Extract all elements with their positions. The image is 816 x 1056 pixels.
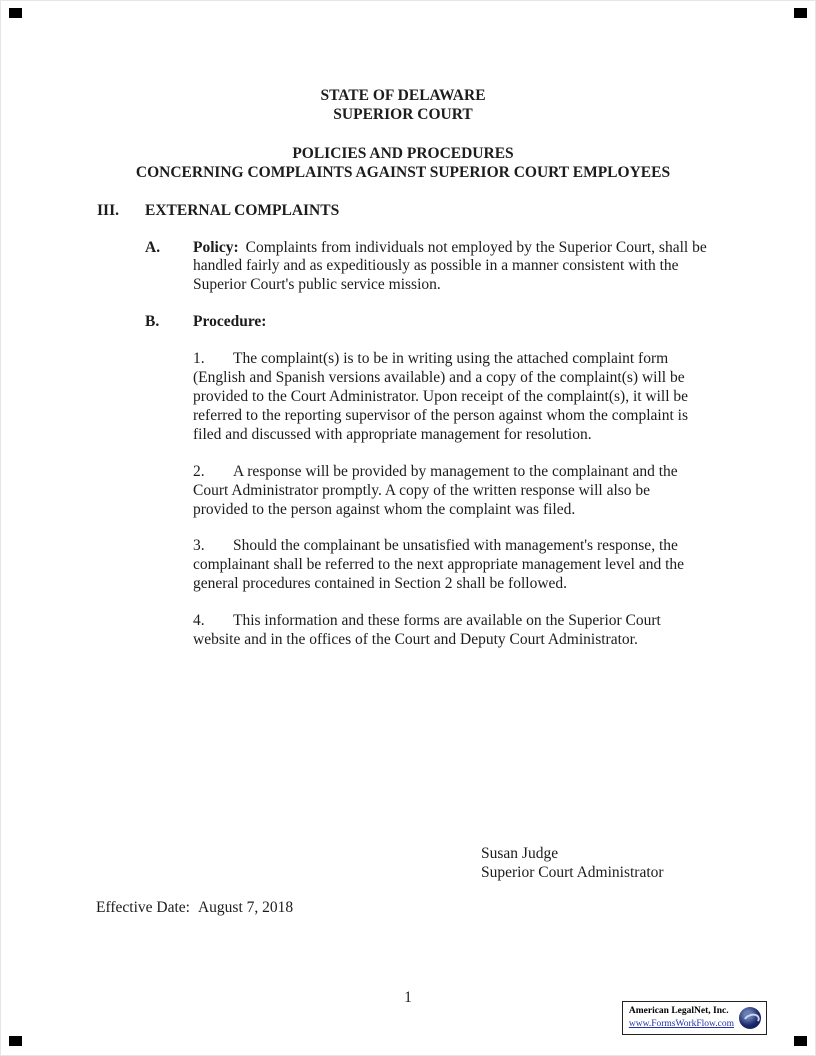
concerning-subtitle: CONCERNING COMPLAINTS AGAINST SUPERIOR COURT EMPLOYEES bbox=[135, 163, 671, 181]
legalnet-badge bbox=[622, 1001, 767, 1035]
scan-mark-top-left bbox=[9, 8, 22, 18]
formsworkflow-link[interactable]: www.FormsWorkFlow.com bbox=[628, 1019, 734, 1030]
scan-mark-top-right bbox=[794, 8, 807, 18]
policy-label: Policy: bbox=[193, 238, 239, 256]
paragraph-text: The complaint(s) is to be in writing using the attached complaint form (English and Spanish versions available) and a copy of the complaint(s) will be provided to the Court Administrator. Upon receipt of the complaint(s), it will be referred to the reporting supervisor of the person against whom the complaint is filed and discussed with appropriate management for resolution. bbox=[193, 350, 689, 443]
paragraph-text: This information and these forms are available on the Superior Court website and in the offices of the Court and Deputy Court Administrator. bbox=[193, 612, 661, 649]
document-subtitle-block bbox=[97, 145, 709, 183]
section-number: III. bbox=[97, 201, 119, 219]
paragraph-number: 3. bbox=[193, 537, 205, 555]
paragraph-number: 1. bbox=[193, 350, 205, 368]
effective-date-label: Effective Date: bbox=[96, 899, 190, 916]
procedure-paragraph-1 bbox=[193, 350, 707, 445]
policies-subtitle: POLICIES AND PROCEDURES bbox=[292, 144, 514, 162]
document-content bbox=[97, 87, 709, 668]
page-number: 1 bbox=[404, 989, 412, 1006]
procedure-paragraph-2 bbox=[193, 463, 707, 520]
court-title: SUPERIOR COURT bbox=[333, 105, 473, 123]
procedure-letter: B. bbox=[145, 313, 160, 331]
state-title: STATE OF DELAWARE bbox=[320, 87, 486, 104]
effective-date-value: August 7, 2018 bbox=[197, 899, 294, 916]
procedure-paragraph-3 bbox=[193, 537, 707, 594]
document-title-block bbox=[97, 87, 709, 125]
procedure-item bbox=[145, 313, 709, 332]
policy-letter: A. bbox=[145, 238, 161, 256]
procedure-paragraph-4 bbox=[193, 612, 707, 650]
scan-mark-bottom-right bbox=[794, 1036, 807, 1046]
signature-title: Superior Court Administrator bbox=[481, 863, 664, 881]
paragraph-text: A response will be provided by management to the complainant and the Court Administrator promptly. A copy of the written response will also be provided to the person against whom the complaint was filed. bbox=[193, 462, 678, 518]
formsworkflow-globe-icon bbox=[739, 1007, 761, 1029]
legalnet-badge-text bbox=[629, 1005, 734, 1031]
policy-item bbox=[145, 239, 709, 296]
paragraph-number: 2. bbox=[193, 462, 205, 480]
paragraph-number: 4. bbox=[193, 612, 205, 630]
section-title: EXTERNAL COMPLAINTS bbox=[145, 201, 340, 219]
paragraph-text: Should the complainant be unsatisfied with management's response, the complainant shall be referred to the next appropriate management level and the general procedures contained in Section 2 shall be followed. bbox=[193, 537, 685, 593]
policy-text: Complaints from individuals not employed by the Superior Court, shall be handled fairly and as expeditiously as possible in a manner consistent with the Superior Court's public service mission. bbox=[193, 238, 707, 294]
policy-body bbox=[193, 239, 709, 296]
signature-block bbox=[481, 845, 664, 883]
effective-date bbox=[96, 899, 293, 918]
signature-name: Susan Judge bbox=[481, 845, 559, 862]
procedure-label: Procedure: bbox=[193, 313, 267, 331]
scan-mark-bottom-left bbox=[9, 1036, 22, 1046]
legalnet-company-name: American LegalNet, Inc. bbox=[628, 1006, 729, 1017]
section-heading bbox=[97, 202, 709, 221]
procedure-body bbox=[193, 313, 709, 332]
